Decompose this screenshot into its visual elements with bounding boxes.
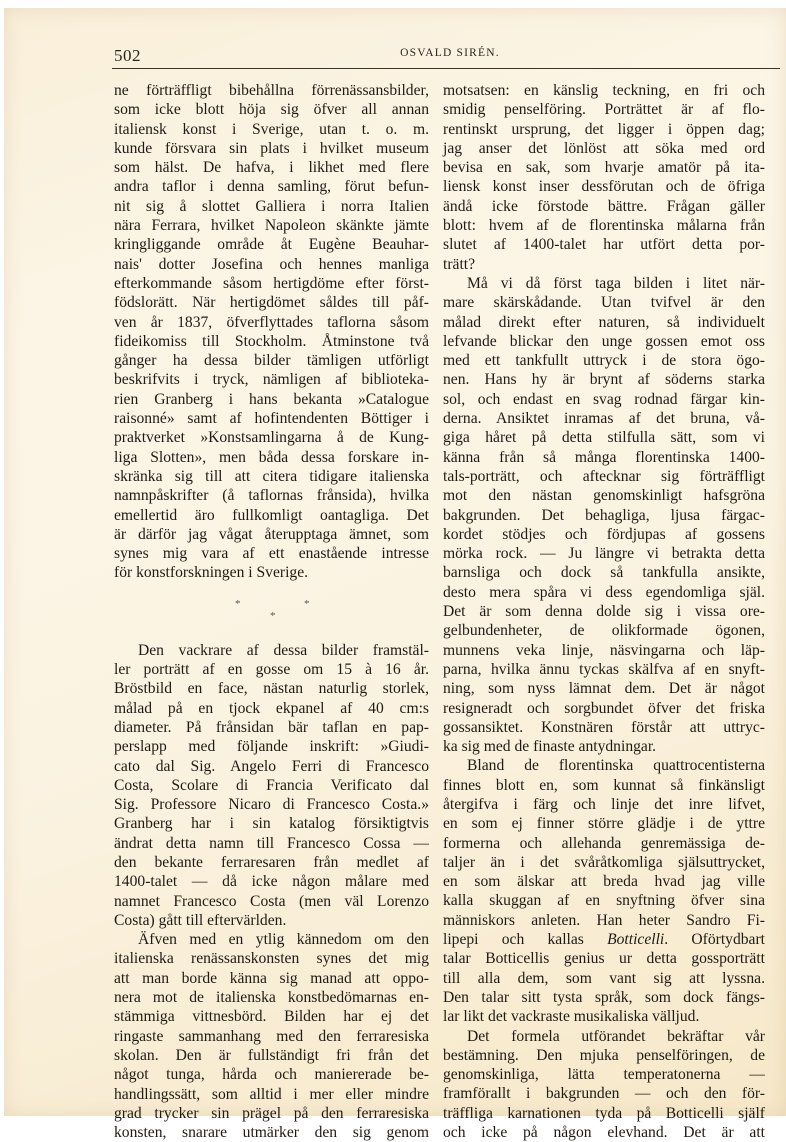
- text-line: munnens veka linje, näsvingarna och läp-: [443, 641, 765, 659]
- text-line: Costa) gått till eftervärlden.: [114, 911, 287, 929]
- text-line: beskrifvits i tryck, nämligen af biblioteka-: [114, 371, 429, 389]
- asterisk-ornament: *: [304, 597, 310, 610]
- text-line: grad trycker sin prägel på den ferraresiska: [114, 1104, 429, 1122]
- text-line: målad på en tjock ekpanel af 40 cm:s: [114, 699, 429, 717]
- text-line: derna. Ansiktet inramas af det bruna, vå-: [443, 410, 765, 428]
- text-line: kordet stödjes och fördjupas af gossens: [443, 525, 765, 543]
- text-line-with-italic: [443, 930, 765, 949]
- text-line: sol, och endast en svag rodnad färgar kin-: [443, 390, 765, 408]
- text-line: jag anser det lönlöst att söka med ord: [443, 139, 765, 157]
- text-line: 1400-talet — då icke någon målare med: [114, 873, 429, 891]
- text-line: nais' dotter Josefina och hennes manliga: [114, 255, 429, 273]
- asterisk-ornament: *: [270, 609, 276, 622]
- text-line: som hälst. De hafva, i likhet med flere: [114, 159, 429, 177]
- text-line: födslorätt. När hertigdömet såldes till påf-: [114, 294, 429, 312]
- running-head: [112, 42, 780, 69]
- running-head-title: OSVALD SIRÉN.: [400, 47, 500, 59]
- text-line: Må vi då först taga bilden i litet när-: [467, 274, 765, 292]
- text-line: synes mig vara af ett enastående intresse: [114, 545, 429, 563]
- text-line: något tunga, hårda och maniererade be-: [114, 1066, 429, 1084]
- text-line: kalla skuggan af en snyftning öfver sina: [443, 892, 765, 910]
- text-line: och icke på någon elevhand. Det är att: [443, 1124, 765, 1142]
- text-line: gånger ha dessa bilder tämligen utförligt: [114, 352, 429, 370]
- italic-name-botticelli: Botticelli: [607, 931, 665, 949]
- text-line: ringaste sammanhang med den ferraresiska: [114, 1027, 429, 1045]
- text-line: en som älskar att breda hvad jag ville: [443, 873, 765, 891]
- asterisk-ornament: *: [235, 597, 241, 610]
- text-line: trätt?: [443, 255, 476, 273]
- text-line: nera mot de italienska konstbedömarnas en-: [114, 989, 429, 1007]
- text-line: handlingssätt, som alltid i mer eller mindre: [114, 1085, 429, 1103]
- page-number: 502: [114, 46, 141, 65]
- text-line: raisonné» samt af hofintendenten Böttiger i: [114, 410, 429, 428]
- text-line: nen. Hans hy är brynt af söderns starka: [443, 371, 765, 389]
- text-line: att man borde känna sig manad att oppo-: [114, 969, 429, 987]
- text-line: liensk konst inser dessförutan och de öfriga: [443, 178, 765, 196]
- text-line: ler porträtt af en gosse om 15 à 16 år.: [114, 661, 429, 679]
- text-line: tals-porträtt, och aftecknar sig förträffligt: [443, 467, 765, 485]
- text-line: desto mera spåra vi dess egendomliga själ.: [443, 583, 765, 601]
- text-line: giga håret på detta stilfulla sätt, som vi: [443, 429, 765, 447]
- text-line: formerna och allehanda genremässiga de-: [443, 834, 765, 852]
- text-line: liga Slotten», men båda dessa forskare in-: [114, 448, 429, 466]
- text-line: med ett tankfullt uttryck i de stora ögo-: [443, 352, 765, 370]
- text-line: för konstforskningen i Sverige.: [114, 564, 309, 582]
- text-line: parna, hvilka ännu tyckas skälfva af en snyft-: [443, 660, 765, 678]
- text-line: fideikomiss till Stockholm. Åtminstone två: [114, 332, 429, 350]
- text-line: gelbundenheter, de olikformade ögonen,: [443, 622, 765, 640]
- text-line: en som ej finner större glädje i de yttre: [443, 815, 765, 833]
- text-line: Bland de florentinska quattrocentisterna: [467, 757, 765, 775]
- text-line: nära Ferrara, hvilket Napoleon skänkte jämte: [114, 217, 429, 235]
- text-line: ändå icke förstode bättre. Frågan gäller: [443, 197, 765, 215]
- text-line: bestämning. Den mjuka penselföringen, de: [443, 1046, 765, 1064]
- text-line: italienska renässanskonsten synes det mig: [114, 950, 429, 968]
- text-fragment: lipepi och kallas: [443, 931, 608, 949]
- text-line: diameter. På frånsidan bär taflan en pap-: [114, 718, 429, 736]
- text-line: taljer än i det svåråtkomliga själsuttrycket,: [443, 853, 765, 871]
- text-line: den bekante ferraresaren från medlet af: [114, 853, 429, 871]
- text-line: framförallt i bakgrunden — och den för-: [443, 1085, 765, 1103]
- text-line: återgifva i färg och linje det inre lifvet,: [443, 795, 765, 813]
- text-line: barnsliga och dock så tankfulla ansikte,: [443, 564, 765, 582]
- text-line: Det är som denna dolde sig i vissa ore-: [443, 603, 765, 621]
- text-line: känna från så många florentinska 1400-: [443, 448, 765, 466]
- text-line: ändrat detta namn till Francesco Cossa —: [114, 834, 429, 852]
- text-line: mot den nästan genomskinligt hafsgröna: [443, 487, 765, 505]
- text-line: kringliggande område åt Eugène Beauhar-: [114, 236, 429, 254]
- text-line: skränka sig till att citera tidigare italienska: [114, 467, 429, 485]
- text-line: finnes blott en, som kunnat så finkänsligt: [443, 776, 765, 794]
- book-page: [4, 8, 786, 1142]
- text-line: rien Granberg i hans bekanta »Catalogue: [114, 390, 429, 408]
- text-line: Bröstbild en face, nästan naturlig storlek,: [114, 680, 429, 698]
- text-line: Den vackrare af dessa bilder framstäl-: [138, 641, 429, 659]
- right-column: [443, 81, 765, 1142]
- text-line: praktverket »Konstsamlingarna å de Kung-: [114, 429, 429, 447]
- text-line: ne förträffligt bibehållna förrenässansbilder,: [114, 82, 429, 99]
- text-line: är därför jag vågat återupptaga ämnet, som: [114, 525, 429, 543]
- text-fragment: . Oförtydbart: [664, 931, 765, 949]
- text-line: stämmiga vittnesbörd. Bilden har ej det: [114, 1008, 429, 1026]
- text-line: gossansiktet. Konstnären förstår att uttryc-: [443, 718, 765, 736]
- text-line: Granberg har i sin katalog försiktigtvis: [114, 815, 429, 833]
- text-line: träffliga karnationen tyda på Botticelli själf: [443, 1104, 765, 1122]
- text-line: bakgrunden. Det behagliga, ljusa färgac-: [443, 506, 765, 524]
- text-line: lefvande blickar den unge gossen emot oss: [443, 332, 765, 350]
- section-asterism: [114, 583, 429, 641]
- text-line: till alla dem, som vant sig att lyssna.: [443, 969, 765, 987]
- text-line: slutet af 1400-talet har utfört detta por-: [443, 236, 765, 254]
- text-line: perslapp med följande inskrift: »Giudi-: [114, 738, 429, 756]
- text-line: bevisa en sak, som hvarje amatör på ita-: [443, 159, 765, 177]
- text-line: konsten, snarare utmärker den sig genom: [114, 1124, 429, 1142]
- text-line: Sig. Professore Nicaro di Francesco Costa.»: [114, 796, 429, 814]
- text-line: andra taflor i denna samling, förut befun-: [114, 178, 429, 196]
- text-line: Det formela utförandet bekräftar vår: [467, 1027, 765, 1045]
- text-line: skolan. Den är fullständigt fri från det: [114, 1046, 429, 1064]
- text-line: resigneradt och sorgbundet öfver det friska: [443, 699, 765, 717]
- text-line: emellertid äro fullkomligt oantagliga. Det: [114, 506, 429, 524]
- text-line: mare skärskådande. Utan tvifvel är den: [443, 294, 765, 312]
- text-line: ning, som nyss lämnat dem. Det är något: [443, 680, 765, 698]
- text-line: lar likt det vackraste musikaliska välljud.: [443, 1008, 700, 1026]
- text-line: smidig penselföring. Porträttet är af flo-: [443, 101, 765, 119]
- text-line: rentinskt ursprung, det ligger i öppen dag;: [443, 120, 765, 138]
- text-line: målad direkt efter naturen, så individuelt: [443, 313, 765, 331]
- text-line: genomskinliga, lätta temperatonerna —: [443, 1066, 765, 1084]
- text-line: talar Botticellis genius ur detta gossporträtt: [443, 950, 765, 968]
- text-line: ven år 1837, öfverflyttades taflorna såsom: [114, 313, 429, 331]
- text-line: italiensk konst i Sverige, utan t. o. m.: [114, 120, 429, 138]
- text-line: mörka rock. — Ju längre vi betrakta detta: [443, 545, 765, 563]
- text-line: kunde försvara sin plats i hvilket museum: [114, 139, 429, 157]
- text-line: namnet Francesco Costa (men väl Lorenzo: [114, 892, 429, 910]
- text-line: Äfven med en ytlig kännedom om den: [138, 931, 429, 949]
- text-line: människors anleten. Han heter Sandro Fi-: [443, 911, 765, 929]
- text-line: Den talar sitt tysta språk, som dock fängs-: [443, 988, 765, 1006]
- text-line: efterkommande såsom hertigdöme efter först-: [114, 274, 429, 292]
- text-line: Costa, Scolare di Francia Verificato dal: [114, 776, 429, 794]
- left-column: [114, 81, 429, 1142]
- text-line: blott: hvem af de florentinska målarna från: [443, 217, 765, 235]
- text-line: cato dal Sig. Angelo Ferri di Francesco: [114, 757, 429, 775]
- text-line: ka sig med de finaste antydningar.: [443, 738, 657, 756]
- text-line: motsatsen: en känslig teckning, en fri och: [443, 82, 765, 99]
- text-line: som icke blott höja sig öfver all annan: [114, 101, 429, 119]
- text-line: namnpåskrifter (å taflornas frånsida), hvilka: [114, 487, 429, 505]
- text-line: nit sig å slottet Galliera i norra Italien: [114, 197, 429, 215]
